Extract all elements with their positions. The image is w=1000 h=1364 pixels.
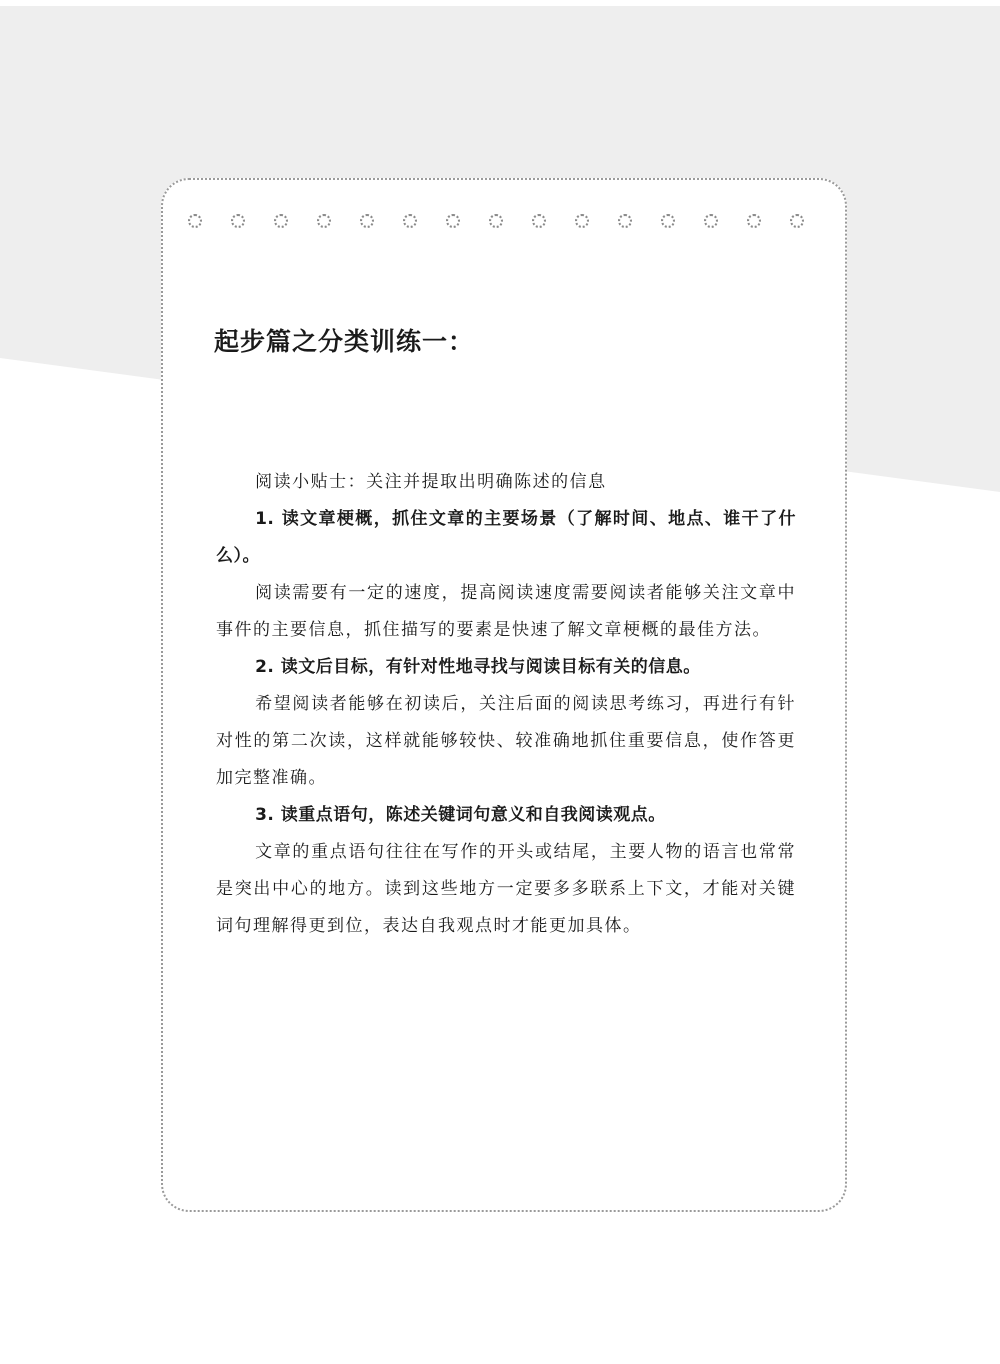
binding-ring-icon	[188, 214, 202, 228]
binding-ring-icon	[790, 214, 804, 228]
binding-ring-icon	[489, 214, 503, 228]
binding-ring-icon	[360, 214, 374, 228]
binding-ring-icon	[446, 214, 460, 228]
binding-ring-icon	[704, 214, 718, 228]
tip-body-1: 阅读需要有一定的速度，提高阅读速度需要阅读者能够关注文章中事件的主要信息，抓住描写的要素是快速了解文章梗概的最佳方法。	[216, 583, 796, 640]
binding-ring-icon	[403, 214, 417, 228]
tip-body-2: 希望阅读者能够在初读后，关注后面的阅读思考练习，再进行有针对性的第二次读，这样就能够较快、较准确地抓住重要信息，使作答更加完整准确。	[216, 694, 796, 788]
binding-ring-icon	[618, 214, 632, 228]
tip-heading-1: 1. 读文章梗概，抓住文章的主要场景（了解时间、地点、谁干了什么）。	[216, 509, 796, 566]
binding-ring-icon	[231, 214, 245, 228]
tip-heading-3: 3. 读重点语句，陈述关键词句意义和自我阅读观点。	[255, 805, 666, 825]
binding-ring-icon	[575, 214, 589, 228]
binding-ring-icon	[661, 214, 675, 228]
binding-ring-icon	[274, 214, 288, 228]
binding-ring-icon	[317, 214, 331, 228]
spiral-binding	[188, 212, 808, 234]
reading-tips	[216, 464, 796, 945]
tip-body-3: 文章的重点语句往往在写作的开头或结尾，主要人物的语言也常常是突出中心的地方。读到这些地方一定要多多联系上下文，才能对关键词句理解得更到位，表达自我观点时才能更加具体。	[216, 842, 796, 936]
page-title: 起步篇之分类训练一：	[214, 327, 475, 356]
tips-heading: 阅读小贴士：关注并提取出明确陈述的信息	[255, 472, 607, 492]
binding-ring-icon	[532, 214, 546, 228]
tip-heading-2: 2. 读文后目标，有针对性地寻找与阅读目标有关的信息。	[255, 657, 701, 677]
binding-ring-icon	[747, 214, 761, 228]
